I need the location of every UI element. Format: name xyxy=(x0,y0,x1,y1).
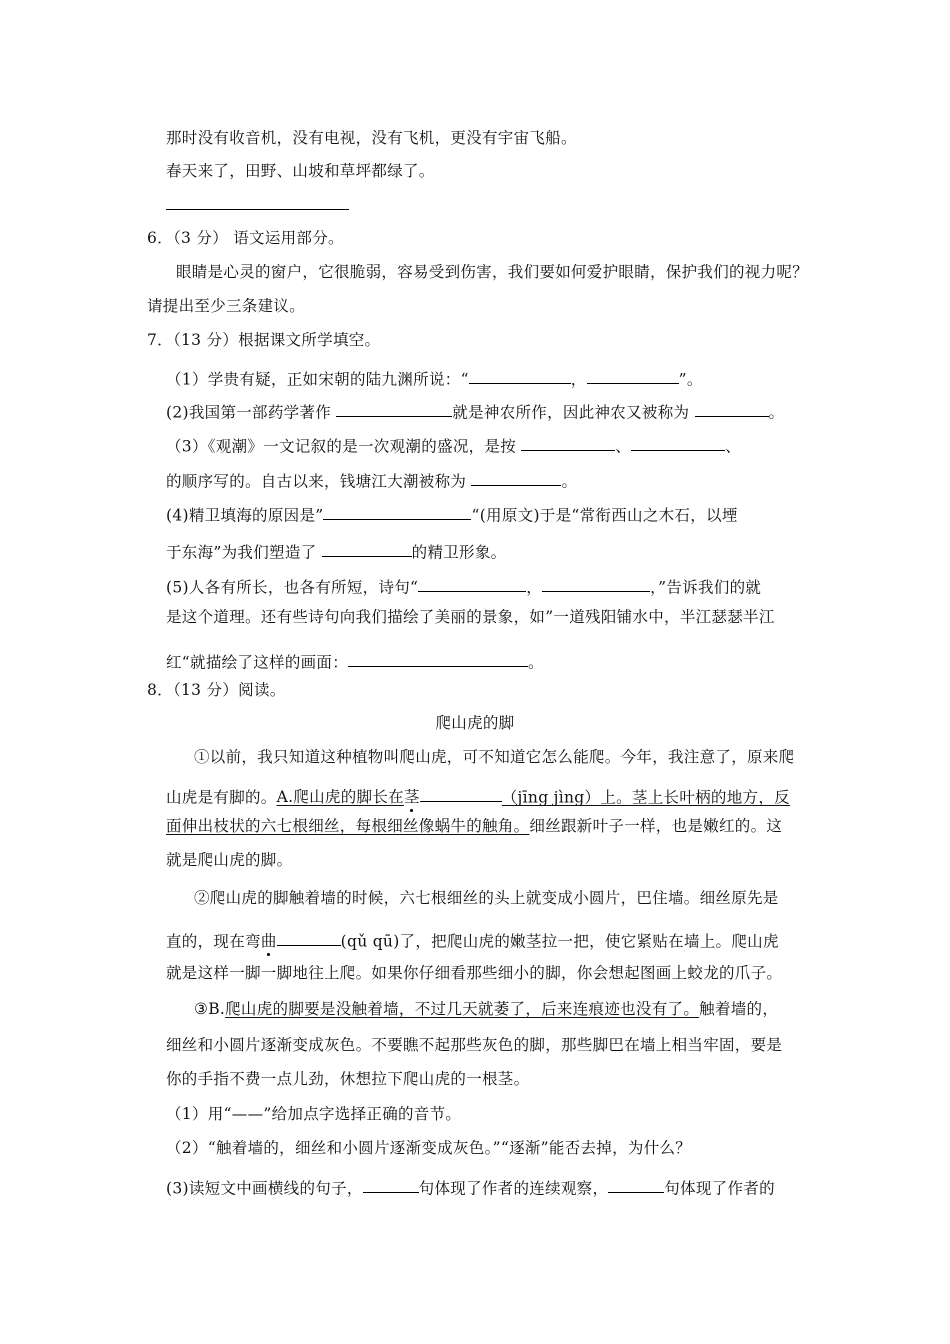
q8-sub-3: (3)读短文中画横线的句子， 句体现了作者的连续观察， 句体现了作者的 xyxy=(166,1176,775,1197)
pinyin-blank[interactable] xyxy=(277,929,341,946)
blank[interactable] xyxy=(418,575,526,592)
passage-para-3-line-1: ③B.爬山虎的脚要是没触着墙，不过几天就萎了，后来连痕迹也没有了。触着墙的， xyxy=(194,1000,779,1018)
blank[interactable] xyxy=(323,503,471,520)
q7-item-5-cont: 是这个道理。还有些诗句向我们描绘了美丽的景象，如”一道残阳铺水中，半江瑟瑟半江 xyxy=(166,608,775,626)
blank[interactable] xyxy=(695,400,769,417)
underlined-sentence-b: 爬山虎的脚要是没触着墙，不过几天就萎了，后来连痕迹也没有了。 xyxy=(225,1000,700,1018)
pinyin-blank[interactable] xyxy=(420,785,502,802)
passage-para-1-line-4: 就是爬山虎的脚。 xyxy=(166,851,293,869)
dotted-character: 茎 xyxy=(403,788,420,807)
q8-sub-2: （2）“触着墙的，细丝和小圆片逐渐变成灰色。”“逐渐”能否去掉，为什么？ xyxy=(166,1139,692,1157)
passage-para-1-line-1: ①以前，我只知道这种植物叫爬山虎，可不知道它怎么能爬。今年，我注意了，原来爬 xyxy=(194,748,795,766)
q6-heading: 6．（3 分） 语文运用部分。 xyxy=(147,229,344,247)
blank[interactable] xyxy=(348,650,528,667)
q8-sub-1: （1）用“——”给加点字选择正确的音节。 xyxy=(166,1105,462,1123)
q8-heading: 8．（13 分）阅读。 xyxy=(147,681,286,699)
blank[interactable] xyxy=(608,1176,664,1193)
dotted-character: 曲 xyxy=(260,932,277,951)
intro-sentence-2: 春天来了，田野、山坡和草坪都绿了。 xyxy=(166,162,435,180)
blank[interactable] xyxy=(469,367,571,384)
blank[interactable] xyxy=(471,469,561,486)
blank[interactable] xyxy=(542,575,650,592)
q7-item-3-cont: 的顺序写的。自古以来，钱塘江大潮被称为 。 xyxy=(166,469,577,490)
passage-para-2-line-1: ②爬山虎的脚触着墙的时候，六七根细丝的头上就变成小圆片，巴住墙。细丝原先是 xyxy=(194,889,779,907)
passage-para-1-line-2: 山虎是有脚的。A.爬山虎的脚长在茎 （jīng jìng）上。茎上长叶柄的地方，反 xyxy=(166,785,790,806)
q6-text-1: 眼睛是心灵的窗户，它很脆弱，容易受到伤害，我们要如何爱护眼睛，保护我们的视力呢？ xyxy=(176,263,809,281)
blank[interactable] xyxy=(587,367,679,384)
q7-item-1: （1）学贵有疑，正如宋朝的陆九渊所说：“ ， ”。 xyxy=(166,367,703,388)
answer-blank-line[interactable] xyxy=(166,209,349,210)
blank[interactable] xyxy=(521,434,615,451)
q7-heading: 7．（13 分）根据课文所学填空。 xyxy=(147,331,381,349)
passage-title: 爬山虎的脚 xyxy=(435,714,515,732)
q6-text-2: 请提出至少三条建议。 xyxy=(147,297,306,315)
q7-item-5-cont-2: 红“就描绘了这样的画面： 。 xyxy=(166,650,544,671)
blank[interactable] xyxy=(322,540,412,557)
passage-para-1-line-3: 面伸出枝状的六七根细丝，每根细丝像蜗牛的触角。细丝跟新叶子一样，也是嫩红的。这 xyxy=(166,817,783,835)
blank[interactable] xyxy=(363,1176,419,1193)
q7-item-4-cont: 于东海”为我们塑造了 的精卫形象。 xyxy=(166,540,506,561)
intro-sentence-1: 那时没有收音机，没有电视，没有飞机，更没有宇宙飞船。 xyxy=(166,129,577,147)
blank[interactable] xyxy=(631,434,725,451)
q7-item-4: (4)精卫填海的原因是” “(用原文)于是“常衔西山之木石，以堙 xyxy=(166,503,738,524)
passage-para-3-line-2: 细丝和小圆片逐渐变成灰色。不要瞧不起那些灰色的脚，那些脚巴在墙上相当牢固，要是 xyxy=(166,1036,783,1054)
passage-para-2-line-2: 直的，现在弯曲 (qǔ qū)了，把爬山虎的嫩茎拉一把，使它紧贴在墙上。爬山虎 xyxy=(166,929,779,950)
underlined-sentence-a: A.爬山虎的脚长在茎 xyxy=(276,788,420,807)
blank[interactable] xyxy=(336,400,452,417)
q7-item-3: （3）《观潮》一文记叙的是一次观潮的盛况，是按 、 、 xyxy=(166,434,741,455)
q7-item-5: (5)人各有所长，也各有所短，诗句“ ， ，”告诉我们的就 xyxy=(166,575,761,596)
q7-item-2: (2)我国第一部药学著作 就是神农所作，因此神农又被称为 。 xyxy=(166,400,784,421)
passage-para-2-line-3: 就是这样一脚一脚地往上爬。如果你仔细看那些细小的脚，你会想起图画上蛟龙的爪子。 xyxy=(166,964,783,982)
passage-para-3-line-3: 你的手指不费一点儿劲，休想拉下爬山虎的一根茎。 xyxy=(166,1070,530,1088)
